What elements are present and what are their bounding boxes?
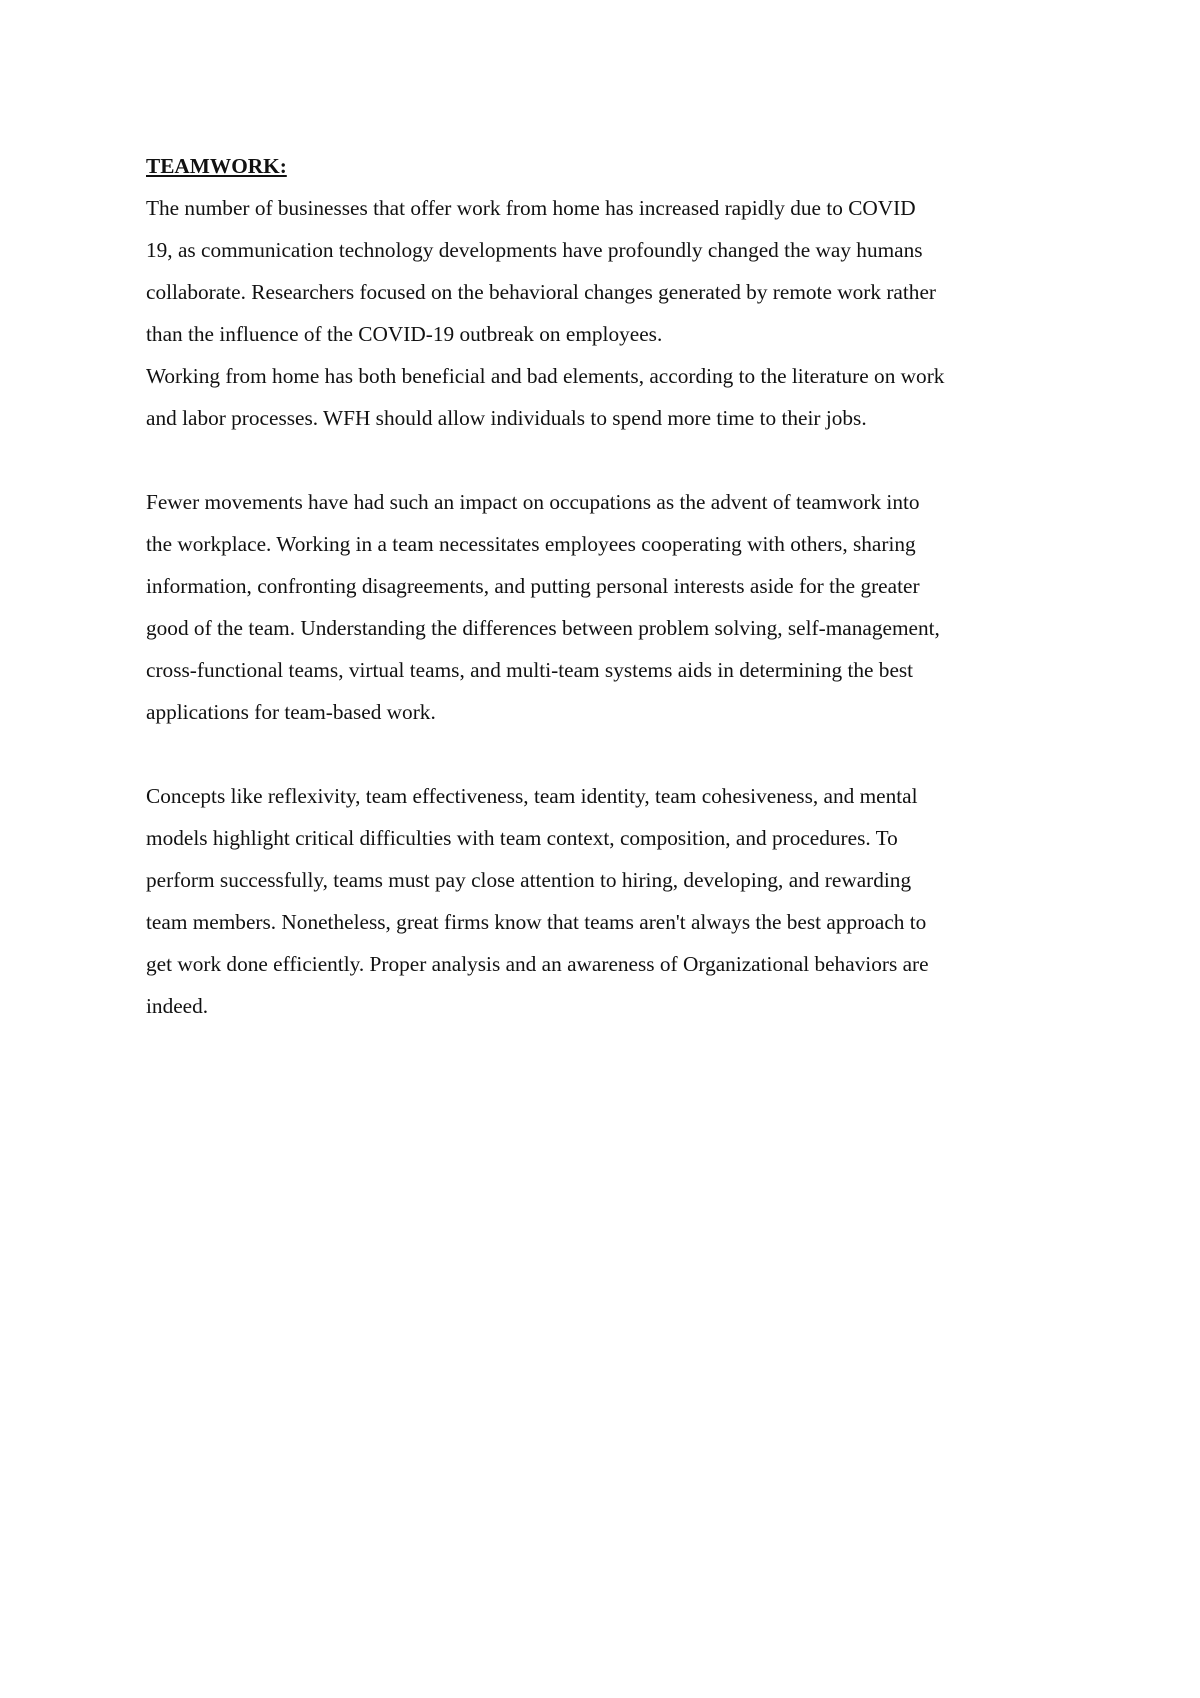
text-line: indeed. xyxy=(146,994,209,1018)
text-line: good of the team. Understanding the differences between problem solving, self-management, xyxy=(146,616,940,640)
text-line: perform successfully, teams must pay close attention to hiring, developing, and rewarding xyxy=(146,868,912,892)
text-line: The number of businesses that offer work from home has increased rapidly due to COVID xyxy=(146,196,916,220)
text-line: than the influence of the COVID-19 outbreak on employees. xyxy=(146,322,663,346)
text-line: models highlight critical difficulties with team context, composition, and procedures. To xyxy=(146,826,898,850)
text-line: the workplace. Working in a team necessitates employees cooperating with others, sharing xyxy=(146,532,916,556)
text-line: get work done efficiently. Proper analysis and an awareness of Organizational behaviors are xyxy=(146,952,929,976)
text-line: 19, as communication technology developments have profoundly changed the way humans xyxy=(146,238,923,262)
text-line: collaborate. Researchers focused on the behavioral changes generated by remote work rather xyxy=(146,280,936,304)
text-line: Concepts like reflexivity, team effectiveness, team identity, team cohesiveness, and mental xyxy=(146,784,918,808)
text-line: cross-functional teams, virtual teams, and multi-team systems aids in determining the best xyxy=(146,658,914,682)
text-line: applications for team-based work. xyxy=(146,700,436,724)
document-body xyxy=(146,145,1071,1027)
paragraph-1 xyxy=(146,187,1071,355)
paragraph-2 xyxy=(146,355,1071,439)
text-line: Fewer movements have had such an impact on occupations as the advent of teamwork into xyxy=(146,490,920,514)
paragraph-spacer xyxy=(146,733,1071,775)
text-line: team members. Nonetheless, great firms know that teams aren't always the best approach to xyxy=(146,910,927,934)
text-line: information, confronting disagreements, and putting personal interests aside for the greater xyxy=(146,574,920,598)
section-heading: TEAMWORK: xyxy=(146,154,287,178)
paragraph-spacer xyxy=(146,439,1071,481)
paragraph-3 xyxy=(146,481,1071,733)
text-line: Working from home has both beneficial and bad elements, according to the literature on work xyxy=(146,364,945,388)
text-line: and labor processes. WFH should allow individuals to spend more time to their jobs. xyxy=(146,406,867,430)
paragraph-4 xyxy=(146,775,1071,1027)
